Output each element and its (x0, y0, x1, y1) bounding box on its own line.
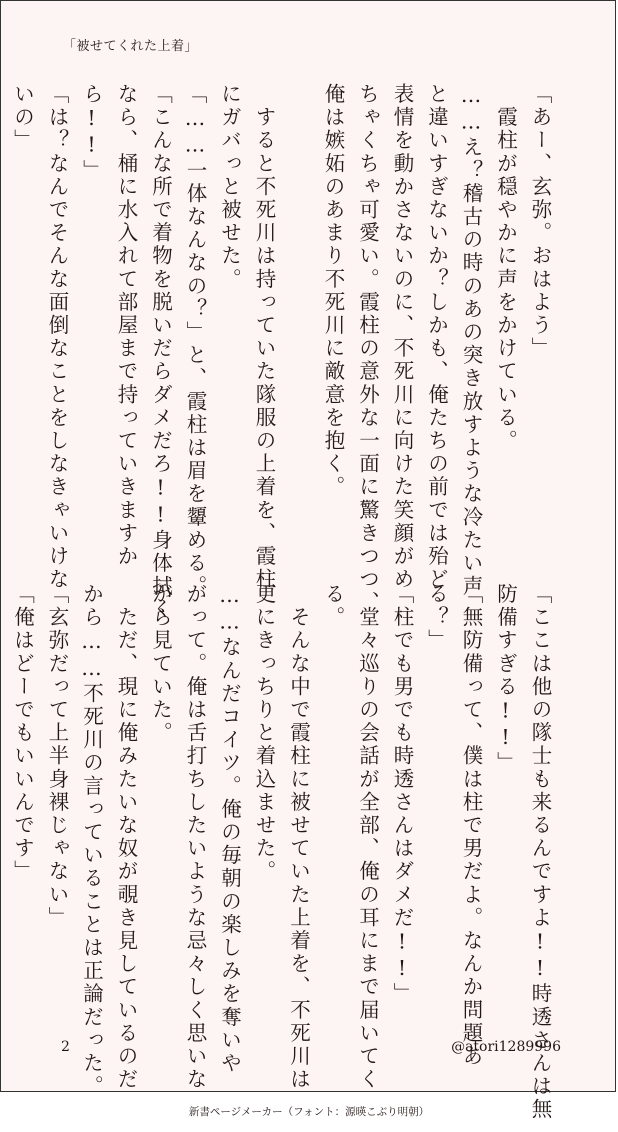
story-title: 「被せてくれた上着」 (63, 39, 199, 54)
author-handle: @atori1289996 (451, 1039, 561, 1055)
generator-credit: 新書ページメーカー（フォント：源暎こぶり明朝） (188, 1106, 430, 1118)
text-block-top: 「あー、玄弥。おはよう」 霞柱が穏やかに声をかけている。 ……え？稽古の時のあの突き放すような冷たい声 と違いすぎないか？しかも、俺たちの前では殆ど 表情を動かさないのに、不死川に向けた笑顔がめ ちゃくちゃ可愛い。霞柱の意外な一面に驚きつつ、 俺は嫉妬のあまり不死川に敵意を抱く。 すると不死川は持っていた隊服の上着を、霞柱 にガバっと被せた。 「……一体なんなの？」と、霞柱は眉を顰める。 「こんな所で着物を脱いだらダメだろ!!身体拭く なら、桶に水入れて部屋まで持っていきますか ら!!」 「は？なんでそんな面倒なことをしなきゃいけな いの」 (10, 83, 552, 622)
page-number: 2 (61, 1039, 70, 1055)
text-block-bottom: 「ここは他の隊士も来るんですよ!!時透さんは無 防備すぎる!!」 「無防備って、僕は柱で男だよ。なんか問題あ る？」 「柱でも男でも時透さんはダメだ!!」 堂々巡りの会話が全部、俺の耳にまで届いてく る。 そんな中で霞柱に被せていた上着を、不死川は 更にきっちりと着込ませた。 ……なんだコイツ。俺の毎朝の楽しみを奪いや がって。俺は舌打ちしたいような忌々しく思いな がら見ていた。 ただ、現に俺みたいな奴が覗き見しているのだ から……不死川の言っていることは正論だった。 「玄弥だって上半身裸じゃない」 「俺はどーでもいいんです」 (10, 583, 552, 1122)
